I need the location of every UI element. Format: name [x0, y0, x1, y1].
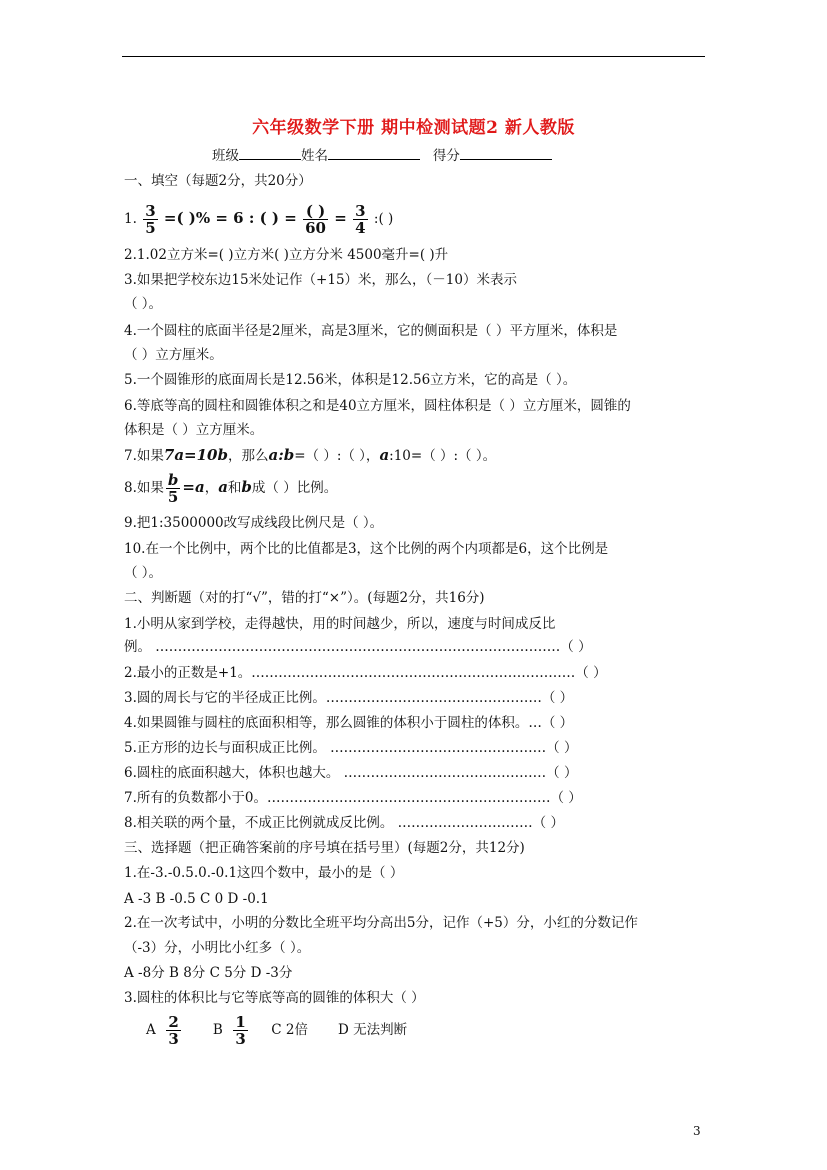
question-1-8: 8.如果 $\frac{b}{5}$ =a，a和b成（ ）比例。: [124, 471, 338, 506]
fraction-blank-60: $\frac{( )}{60}$: [305, 202, 326, 237]
question-1-10-line1: 10.在一个比例中，两个比的比值都是3，这个比例的两个内项都是6，这个比例是: [124, 541, 609, 557]
question-1-10-line2: （ ）。: [124, 565, 163, 581]
section3-heading: 三、选择题（把正确答案前的序号填在括号里）(每题2分，共12分): [124, 840, 525, 856]
section1-heading: 一、填空（每题2分，共20分）: [124, 173, 312, 189]
question-1-6-line2: 体积是（ ）立方厘米。: [124, 422, 264, 438]
question-1-6-line1: 6.等底等高的圆柱和圆锥体积之和是40立方厘米，圆柱体积是（ ）立方厘米，圆锥的: [124, 398, 631, 414]
question-2-1-line2: 例。 ………………………………………………………………………………（ ）: [124, 639, 592, 655]
score-label: 得分: [432, 148, 460, 164]
question-1-2: 2.1.02立方米=( )立方米( )立方分米 4500毫升=( )升: [124, 247, 449, 263]
fraction-3-5: $\frac{3}{5}$: [145, 202, 156, 237]
question-3-2-line1: 2.在一次考试中，小明的分数比全班平均分高出5分，记作（+5）分，小红的分数记作: [124, 915, 638, 931]
fraction-2-3: $\frac{2}{3}$: [168, 1013, 179, 1048]
page-title: 六年级数学下册 期中检测试题2 新人教版: [252, 118, 575, 138]
fraction-b-5: $\frac{b}{5}$: [167, 471, 179, 506]
fraction-1-3: $\frac{1}{3}$: [235, 1013, 246, 1048]
question-3-2-options: A -8分 B 8分 C 5分 D -3分: [124, 965, 293, 981]
question-1-3-line1: 3.如果把学校东边15米处记作（+15）米，那么，（－10）米表示: [124, 272, 517, 288]
question-1-5: 5.一个圆锥形的底面周长是12.56米，体积是12.56立方米，它的高是（ ）。: [124, 372, 577, 388]
question-2-6: 6.圆柱的底面积越大，体积也越大。 ………………………………………（ ）: [124, 765, 578, 781]
question-3-1: 1.在-3.-0.5.0.-0.1这四个数中，最小的是（ ）: [124, 865, 404, 881]
class-label: 班级: [212, 148, 239, 164]
score-blank[interactable]: [460, 145, 552, 160]
question-2-7: 7.所有的负数都小于0。………………………………………………………（ ）: [124, 790, 582, 806]
question-1-9: 9.把1:3500000改写成线段比例尺是（ ）。: [124, 515, 384, 531]
question-2-1-line1: 1.小明从家到学校，走得越快，用的时间越少，所以，速度与时间成反比: [124, 616, 556, 632]
question-2-3: 3.圆的周长与它的半径成正比例。…………………………………………（ ）: [124, 690, 574, 706]
question-1-4-line1: 4.一个圆柱的底面半径是2厘米，高是3厘米，它的侧面积是（ ）平方厘米，体积是: [124, 323, 618, 339]
question-2-4: 4.如果圆锥与圆柱的底面积相等，那么圆锥的体积小于圆柱的体积。…（ ）: [124, 715, 574, 731]
question-3-3-options: A $\frac{2}{3}$ B $\frac{1}{3}$ C 2倍 D 无法判断: [146, 1013, 408, 1048]
question-3-1-options: A -3 B -0.5 C 0 D -0.1: [124, 891, 269, 907]
equation-7a-10b: 7a=10b: [163, 446, 228, 464]
question-3-3: 3.圆柱的体积比与它等底等高的圆锥的体积大（ ）: [124, 990, 425, 1006]
question-2-8: 8.相关联的两个量，不成正比例就成反比例。 …………………………（ ）: [124, 815, 564, 831]
question-2-2: 2.最小的正数是+1。………………………………………………………………（ ）: [124, 665, 607, 681]
name-blank[interactable]: [328, 145, 420, 160]
info-line: [212, 145, 552, 165]
header-rule: [122, 56, 705, 57]
question-1-3-line2: （ ）。: [124, 296, 163, 312]
section2-heading: 二、判断题（对的打“√”，错的打“×”）。(每题2分，共16分): [124, 590, 485, 606]
question-3-2-line2: （-3）分，小明比小红多（ ）。: [124, 940, 311, 956]
question-1-1: 1. $\frac{3}{5}$ =( )% = 6 : ( ) = $\frac{( )}{60}$ = $\frac{3}{4}$ :( ): [124, 202, 394, 237]
question-1-7: 7.如果7a=10b，那么a:b=（ ）:（ ），a:10=（ ）:（ ）。: [124, 446, 497, 464]
question-1-4-line2: （ ）立方厘米。: [124, 347, 223, 363]
fraction-3-4: $\frac{3}{4}$: [355, 202, 366, 237]
name-label: 姓名: [301, 148, 328, 164]
page-number: 3: [693, 1124, 701, 1138]
question-2-5: 5.正方形的边长与面积成正比例。 …………………………………………（ ）: [124, 740, 578, 756]
class-blank[interactable]: [239, 145, 301, 160]
